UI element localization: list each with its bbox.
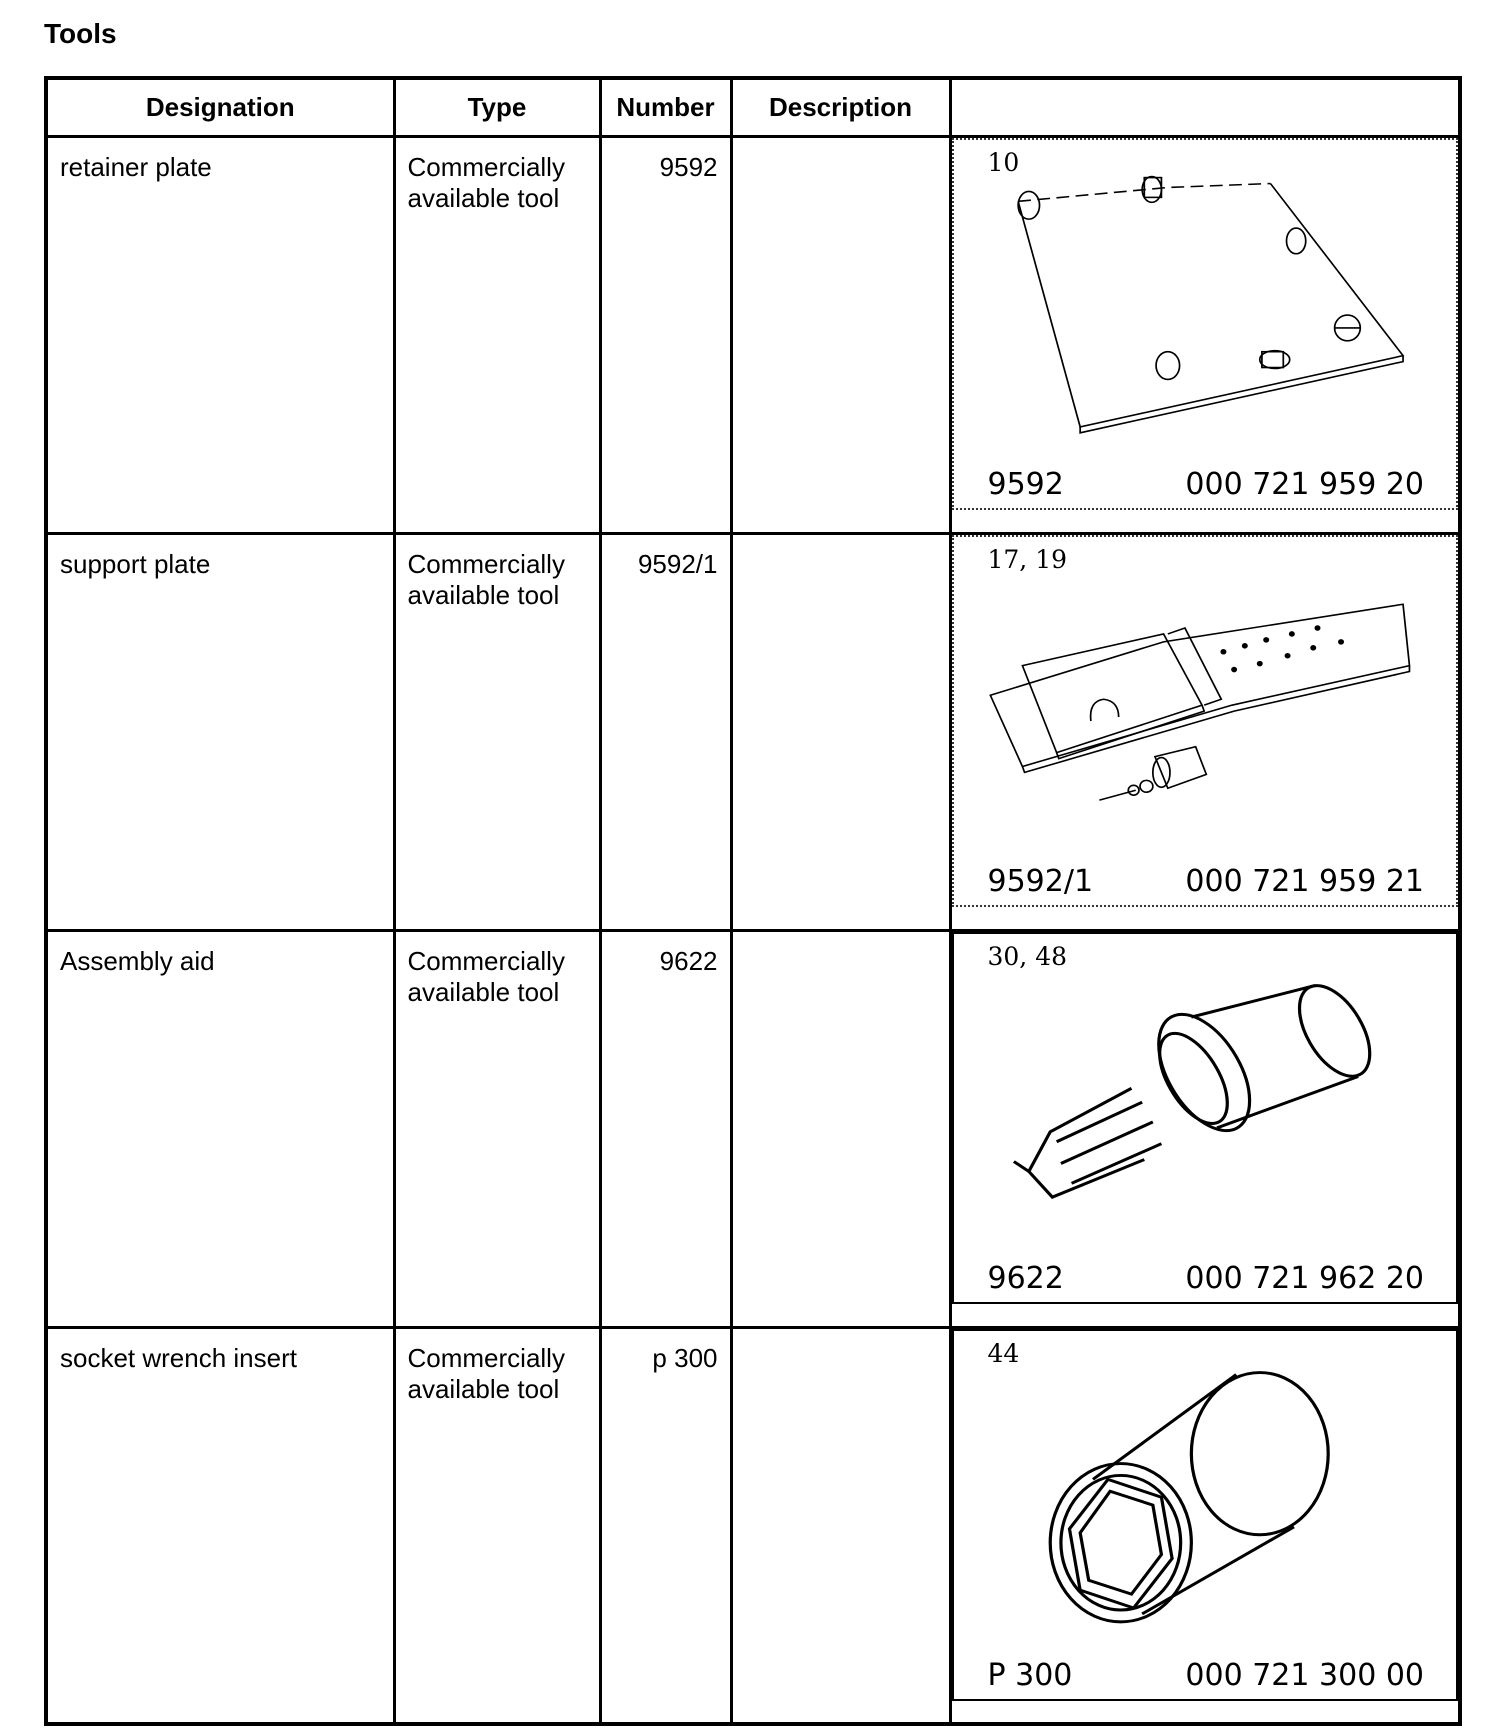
designation-text: socket wrench insert [60,1342,297,1373]
number-cell [600,136,731,533]
designation-cell [46,930,394,1327]
figure-reference: 44 [987,1338,1020,1368]
figure-tool-code: 9592 [987,466,1064,502]
number-cell [600,1327,731,1724]
type-cell [394,533,600,930]
designation-text: Assembly aid [60,945,215,976]
designation-text: support plate [60,548,211,579]
description-text [733,138,949,152]
figure-reference: 30, 48 [987,941,1068,971]
number-text: p 300 [652,1342,718,1373]
tool-figure [952,932,1459,1304]
socket-wrench-insert-icon [954,1331,1457,1699]
image-cell [950,136,1460,533]
type-text: Commercially available tool [407,945,565,1007]
type-cell [394,136,600,533]
image-cell [950,1327,1460,1724]
figure-reference: 10 [987,147,1020,177]
retainer-plate-icon [954,140,1457,508]
designation-cell [46,1327,394,1724]
figure-part-number: 000 721 962 20 [1185,1260,1424,1296]
figure-part-number: 000 721 300 00 [1185,1657,1424,1693]
image-cell [950,533,1460,930]
number-text: 9592 [659,151,718,182]
figure-part-number: 000 721 959 20 [1185,466,1424,502]
table-row [46,930,1460,1327]
number-text: 9622 [659,945,718,976]
header-designation: Designation [46,78,394,136]
header-number: Number [600,78,731,136]
description-text [733,1329,949,1343]
header-description: Description [731,78,950,136]
image-cell [950,930,1460,1327]
table-header-row [46,78,1460,136]
header-type: Type [394,78,600,136]
number-cell [600,930,731,1327]
table-row [46,136,1460,533]
type-cell [394,1327,600,1724]
number-cell [600,533,731,930]
description-text [733,932,949,946]
support-plate-icon [954,537,1457,905]
tool-figure [952,535,1459,907]
table-row [46,533,1460,930]
number-text: 9592/1 [637,548,718,579]
figure-part-number: 000 721 959 21 [1185,863,1424,899]
designation-text: retainer plate [60,151,212,182]
figure-tool-code: 9622 [987,1260,1064,1296]
figure-tool-code: P 300 [987,1657,1073,1693]
figure-tool-code: 9592/1 [987,863,1094,899]
tool-figure [952,138,1459,510]
designation-cell [46,533,394,930]
type-text: Commercially available tool [407,548,565,610]
description-cell [731,533,950,930]
designation-cell [46,136,394,533]
description-cell [731,136,950,533]
tools-table [44,76,1462,1726]
description-cell [731,930,950,1327]
table-row [46,1327,1460,1724]
type-cell [394,930,600,1327]
header-image [950,78,1460,136]
page-title: Tools [44,18,117,49]
type-text: Commercially available tool [407,1342,565,1404]
assembly-aid-icon [954,934,1457,1302]
description-text [733,535,949,549]
figure-reference: 17, 19 [987,544,1068,574]
tool-figure [952,1329,1459,1701]
description-cell [731,1327,950,1724]
type-text: Commercially available tool [407,151,565,213]
